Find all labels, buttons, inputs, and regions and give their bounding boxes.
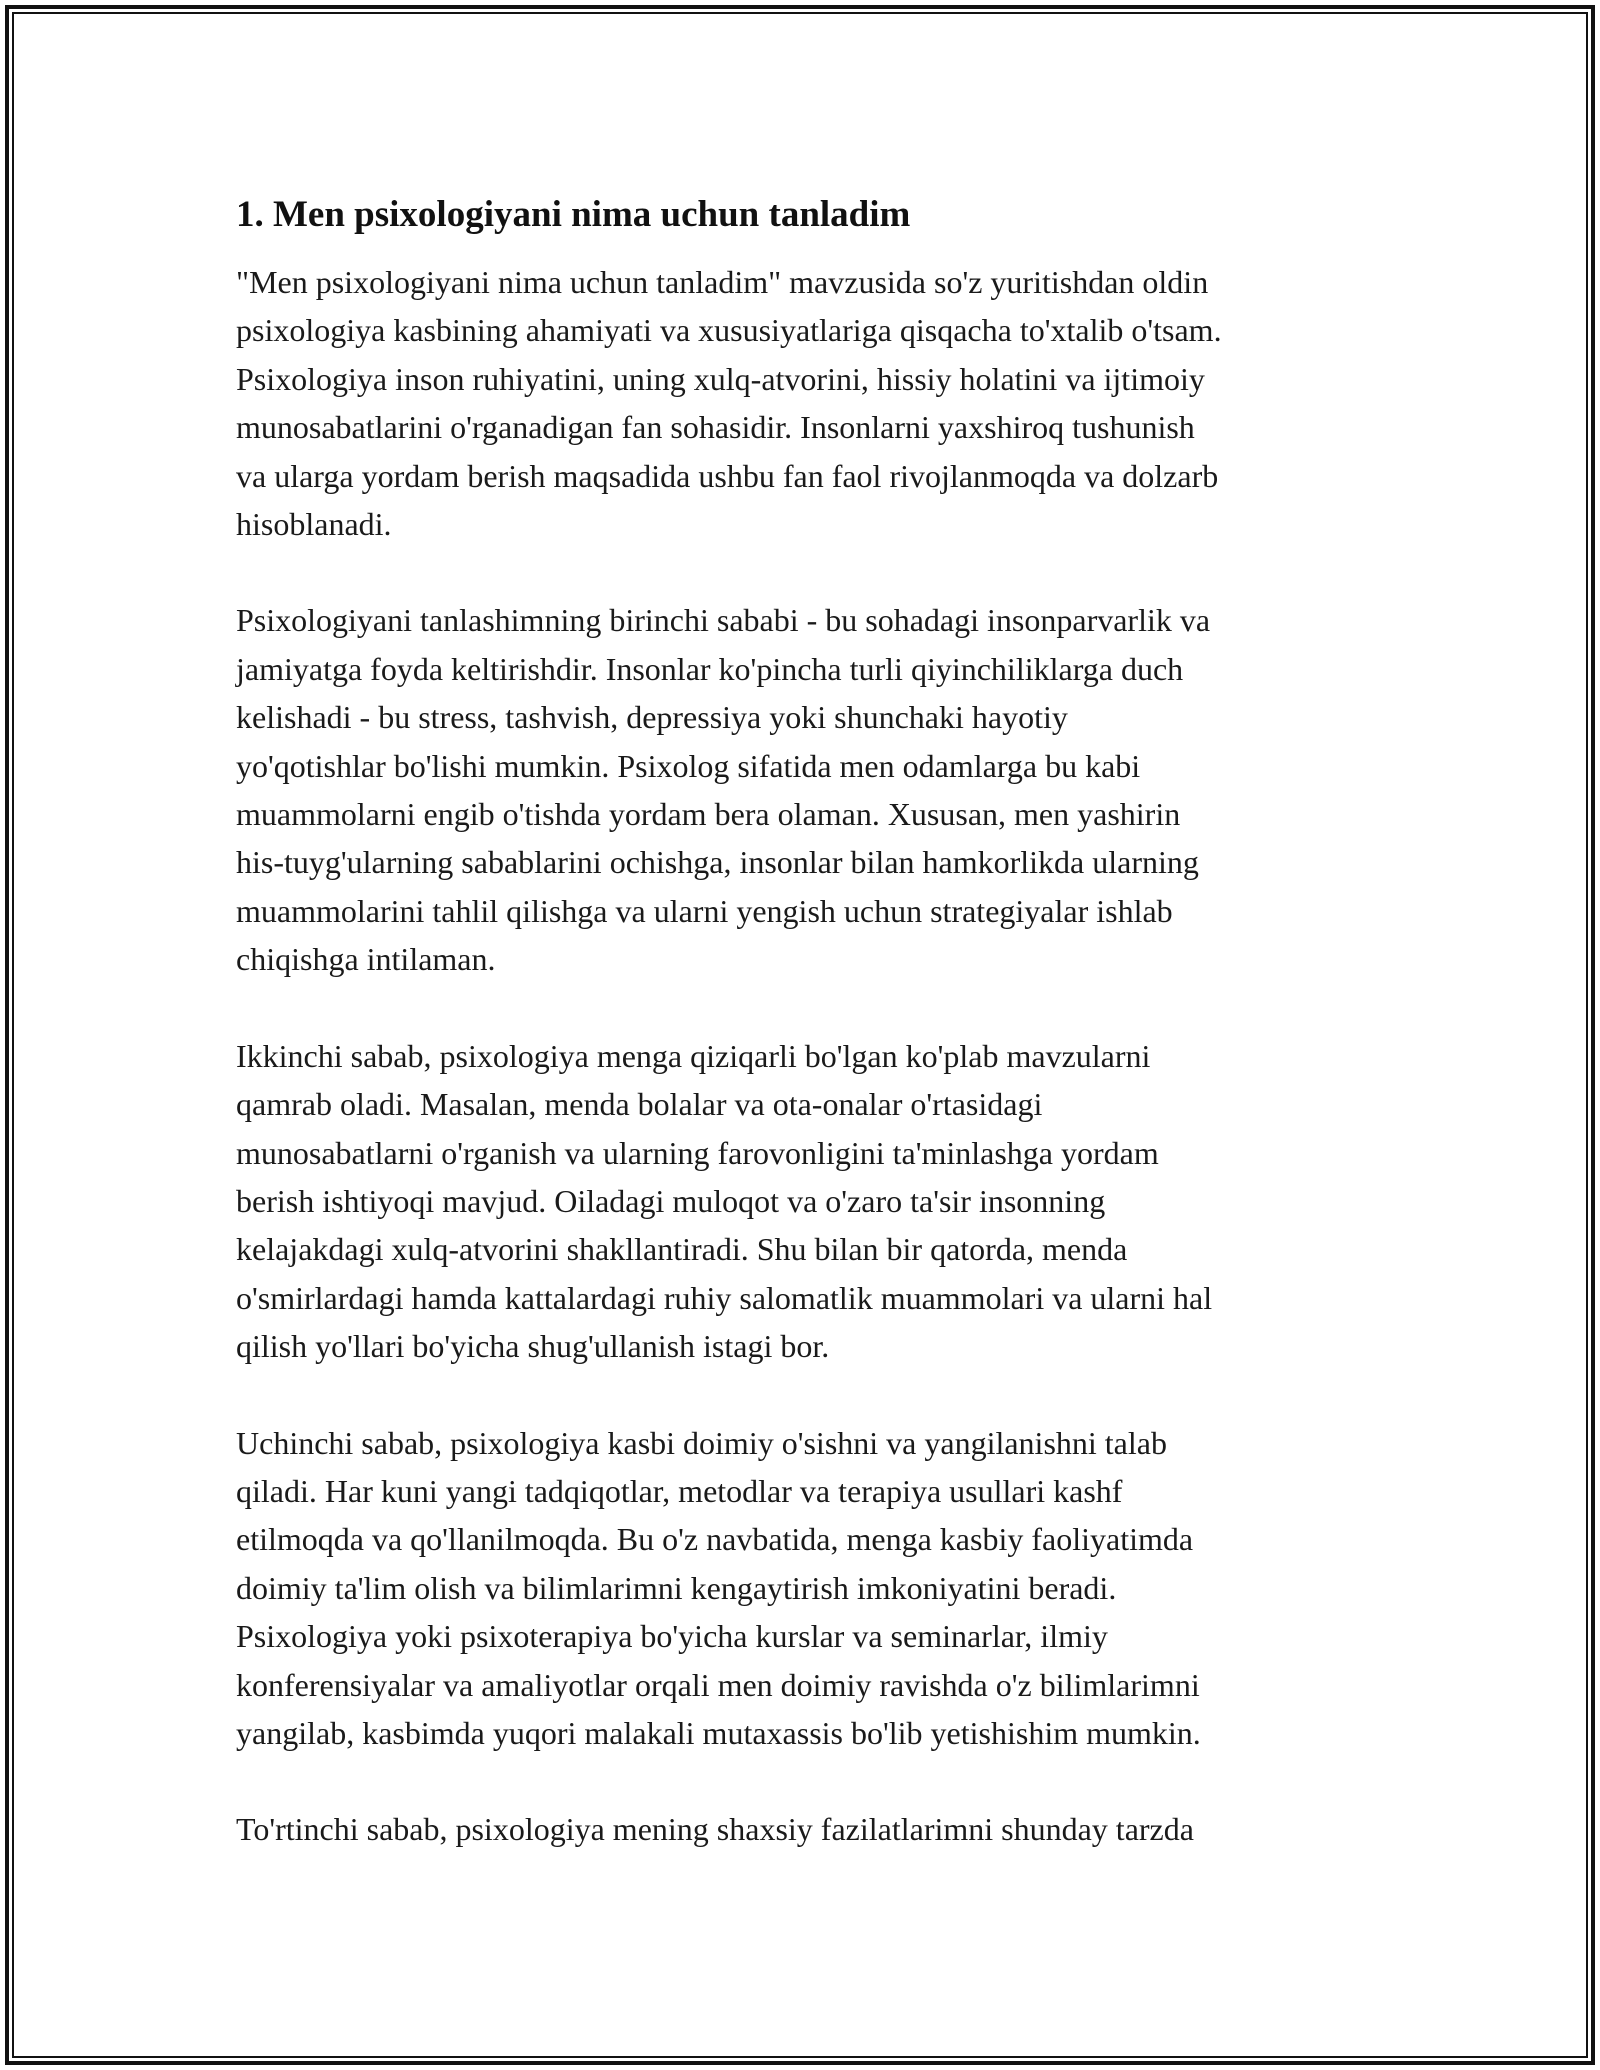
text-line: Psixologiya yoki psixoterapiya bo'yicha kurslar va seminarlar, ilmiy: [236, 1618, 1108, 1655]
text-line: konferensiyalar va amaliyotlar orqali men doimiy ravishda o'z bilimlarimni: [236, 1666, 1200, 1703]
paragraph-first-reason: [236, 596, 1376, 983]
text-line: o'smirlardagi hamda kattalardagi ruhiy salomatlik muammolari va ularni hal: [236, 1279, 1213, 1316]
text-line: Psixologiya inson ruhiyatini, uning xulq-atvorini, hissiy holatini va ijtimoiy: [236, 360, 1205, 397]
text-line: munosabatlarini o'rganadigan fan sohasidir. Insonlarni yaxshiroq tushunish: [236, 409, 1195, 446]
text-line: Uchinchi sabab, psixologiya kasbi doimiy o'sishni va yangilanishni talab: [236, 1424, 1167, 1461]
text-line: doimiy ta'lim olish va bilimlarimni kengaytirish imkoniyatini beradi.: [236, 1569, 1117, 1606]
text-line: qilish yo'llari bo'yicha shug'ullanish istagi bor.: [236, 1328, 830, 1365]
text-line: muammolarini tahlil qilishga va ularni yengish uchun strategiyalar ishlab: [236, 892, 1173, 929]
paragraph-intro: [236, 258, 1376, 548]
text-line: hisoblanadi.: [236, 506, 392, 543]
text-line: kelishadi - bu stress, tashvish, depressiya yoki shunchaki hayotiy: [236, 699, 1068, 736]
text-line: etilmoqda va qo'llanilmoqda. Bu o'z navbatida, menga kasbiy faoliyatimda: [236, 1521, 1194, 1558]
text-line: psixologiya kasbining ahamiyati va xususiyatlariga qisqacha to'xtalib o'tsam.: [236, 312, 1222, 349]
text-line: his-tuyg'ularning sabablarini ochishga, insonlar bilan hamkorlikda ularning: [236, 844, 1199, 881]
text-line: va ularga yordam berish maqsadida ushbu fan faol rivojlanmoqda va dolzarb: [236, 457, 1219, 494]
text-line: kelajakdagi xulq-atvorini shakllantiradi. Shu bilan bir qatorda, menda: [236, 1231, 1128, 1268]
paragraph-second-reason: [236, 1032, 1376, 1371]
text-line: muammolarni engib o'tishda yordam bera olaman. Xususan, men yashirin: [236, 796, 1181, 833]
text-line: chiqishga intilaman.: [236, 941, 496, 978]
document-title: 1. Men psixologiyani nima uchun tanladim: [236, 194, 911, 235]
text-line: munosabatlarni o'rganish va ularning farovonligini ta'minlashga yordam: [236, 1134, 1159, 1171]
text-line: yo'qotishlar bo'lishi mumkin. Psixolog sifatida men odamlarga bu kabi: [236, 747, 1141, 784]
text-line: berish ishtiyoqi mavjud. Oiladagi muloqot va o'zaro ta'sir insonning: [236, 1182, 1106, 1219]
text-line: "Men psixologiyani nima uchun tanladim" mavzusida so'z yuritishdan oldin: [236, 264, 1209, 300]
text-line: jamiyatga foyda keltirishdir. Insonlar ko'pincha turli qiyinchiliklarga duch: [236, 650, 1184, 687]
paragraph-third-reason: [236, 1419, 1376, 1758]
text-line: qiladi. Har kuni yangi tadqiqotlar, metodlar va terapiya usullari kashf: [236, 1472, 1123, 1509]
text-line: yangilab, kasbimda yuqori malakali mutaxassis bo'lib yetishishim mumkin.: [236, 1714, 1201, 1751]
paragraph-fourth-reason: [236, 1805, 1376, 1853]
text-line: qamrab oladi. Masalan, menda bolalar va ota-onalar o'rtasidagi: [236, 1086, 1043, 1123]
text-line: Psixologiyani tanlashimning birinchi sababi - bu sohadagi insonparvarlik va: [236, 602, 1211, 639]
text-line: Ikkinchi sabab, psixologiya menga qiziqarli bo'lgan ko'plab mavzularni: [236, 1037, 1151, 1074]
document-body: [236, 188, 1376, 1902]
text-line: To'rtinchi sabab, psixologiya mening shaxsiy fazilatlarimni shunday tarzda: [236, 1811, 1194, 1848]
